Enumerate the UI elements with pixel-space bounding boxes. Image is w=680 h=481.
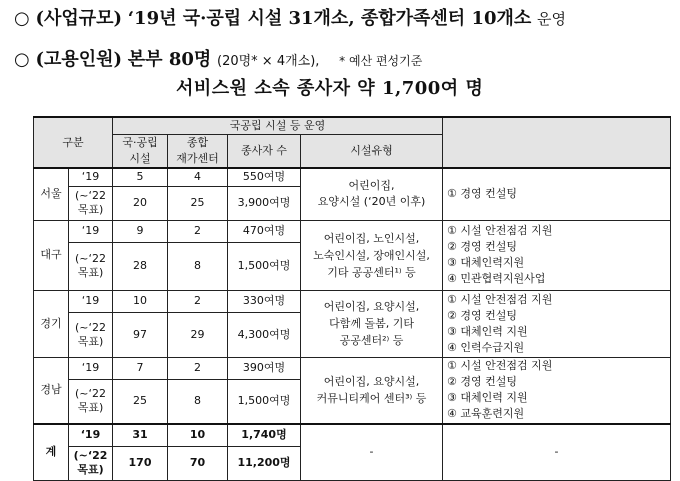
public-cell: 170 (113, 446, 168, 480)
public-cell: 31 (113, 424, 168, 446)
budget-note: * 예산 편성기준 (339, 54, 423, 68)
workers-cell: 1,500여명 (228, 379, 301, 424)
center-cell: 8 (168, 379, 228, 424)
staff-total-line: 서비스원 소속 종사자 약 1,700여 명 (176, 78, 484, 99)
center-cell: 2 (168, 357, 228, 379)
support-item: ① 시설 안전점검 지원 (447, 224, 553, 237)
table-row (34, 424, 671, 446)
workers-cell: 1,740명 (228, 424, 301, 446)
region-name: 경기 (34, 290, 69, 357)
workers-cell: 330여명 (228, 290, 301, 312)
employment-line (14, 45, 422, 71)
employment-detail: (20명* × 4개소), (217, 54, 320, 69)
header-workers: 종사자 수 (228, 135, 301, 169)
support-list (443, 357, 671, 424)
scale-line (14, 4, 566, 30)
header-support (443, 117, 671, 168)
period-cell: (~‘22 목표) (69, 446, 113, 480)
support-list (443, 220, 671, 290)
workers-cell: 4,300여명 (228, 312, 301, 357)
total-name: 계 (34, 424, 69, 480)
header-group: 국공립 시설 등 운영 (113, 117, 443, 135)
region-name: 서울 (34, 168, 69, 220)
center-cell: 10 (168, 424, 228, 446)
workers-cell: 3,900여명 (228, 186, 301, 220)
period-cell: ‘19 (69, 290, 113, 312)
workers-cell: 390여명 (228, 357, 301, 379)
workers-cell: 1,500여명 (228, 242, 301, 290)
workers-cell: 470여명 (228, 220, 301, 242)
type-cell: 어린이집, 요양시설, 커뮤니티케어 센터³⁾ 등 (301, 357, 443, 424)
public-cell: 20 (113, 186, 168, 220)
period-cell: ‘19 (69, 357, 113, 379)
period-cell: ‘19 (69, 168, 113, 186)
public-cell: 97 (113, 312, 168, 357)
header-type: 시설유형 (301, 135, 443, 169)
public-cell: 10 (113, 290, 168, 312)
public-cell: 7 (113, 357, 168, 379)
support-item: ④ 인력수급지원 (447, 340, 525, 354)
facility-table (33, 116, 671, 481)
support-item: ③ 대체인력 지원 (447, 324, 528, 338)
period-cell: (~‘22 목표) (69, 242, 113, 290)
employment-label: (고용인원) (35, 49, 123, 70)
support-list (443, 290, 671, 357)
scale-label: (사업규모) (35, 8, 123, 29)
center-cell: 29 (168, 312, 228, 357)
table-row (34, 290, 671, 312)
workers-cell: 11,200명 (228, 446, 301, 480)
type-cell: 어린이집, 요양시설 (‘20년 이후) (301, 168, 443, 220)
public-cell: 28 (113, 242, 168, 290)
support-item: ① 시설 안전점검 지원 (447, 359, 553, 373)
table-row (34, 168, 671, 186)
type-cell: 어린이집, 요양시설, 다함께 돌봄, 기타 공공센터²⁾ 등 (301, 290, 443, 357)
workers-cell: 550여명 (228, 168, 301, 186)
header-center: 종합 재가센터 (168, 135, 228, 169)
table-row (34, 220, 671, 242)
center-cell: 2 (168, 220, 228, 242)
region-name: 경남 (34, 357, 69, 424)
center-cell: 2 (168, 290, 228, 312)
period-cell: (~‘22 목표) (69, 312, 113, 357)
type-cell: - (301, 424, 443, 480)
support-item: ① 시설 안전점검 지원 (447, 292, 553, 306)
center-cell: 8 (168, 242, 228, 290)
support-item: ② 경영 컨설팅 (447, 240, 517, 253)
support-item: ③ 대체인력 지원 (447, 391, 528, 405)
center-cell: 70 (168, 446, 228, 480)
center-cell: 4 (168, 168, 228, 186)
support-item: ① 경영 컨설팅 (443, 168, 671, 220)
center-cell: 25 (168, 186, 228, 220)
public-cell: 9 (113, 220, 168, 242)
employment-main: 본부 80명 (127, 49, 212, 70)
scale-suffix: 운영 (537, 10, 566, 28)
header-category: 구분 (34, 117, 113, 168)
support-item: ④ 교육훈련지원 (447, 407, 525, 421)
period-cell: ‘19 (69, 424, 113, 446)
bullet-circle-icon: ○ (14, 8, 30, 29)
public-cell: 5 (113, 168, 168, 186)
support-item: ② 경영 컨설팅 (447, 308, 517, 322)
bullet-circle-icon: ○ (14, 49, 30, 70)
region-name: 대구 (34, 220, 69, 290)
support-item: ③ 대체인력지원 (447, 256, 525, 269)
type-cell: 어린이집, 노인시설, 노숙인시설, 장애인시설, 기타 공공센터¹⁾ 등 (301, 220, 443, 290)
table-row (34, 357, 671, 379)
header-public: 국·공립 시설 (113, 135, 168, 169)
support-item: ④ 민관협력지원사업 (447, 272, 546, 285)
period-cell: (~‘22 목표) (69, 379, 113, 424)
scale-text: ‘19년 국·공립 시설 31개소, 종합가족센터 10개소 (127, 8, 532, 29)
period-cell: (~‘22 목표) (69, 186, 113, 220)
public-cell: 25 (113, 379, 168, 424)
support-cell: - (443, 424, 671, 480)
period-cell: ‘19 (69, 220, 113, 242)
support-item: ② 경영 컨설팅 (447, 375, 517, 389)
